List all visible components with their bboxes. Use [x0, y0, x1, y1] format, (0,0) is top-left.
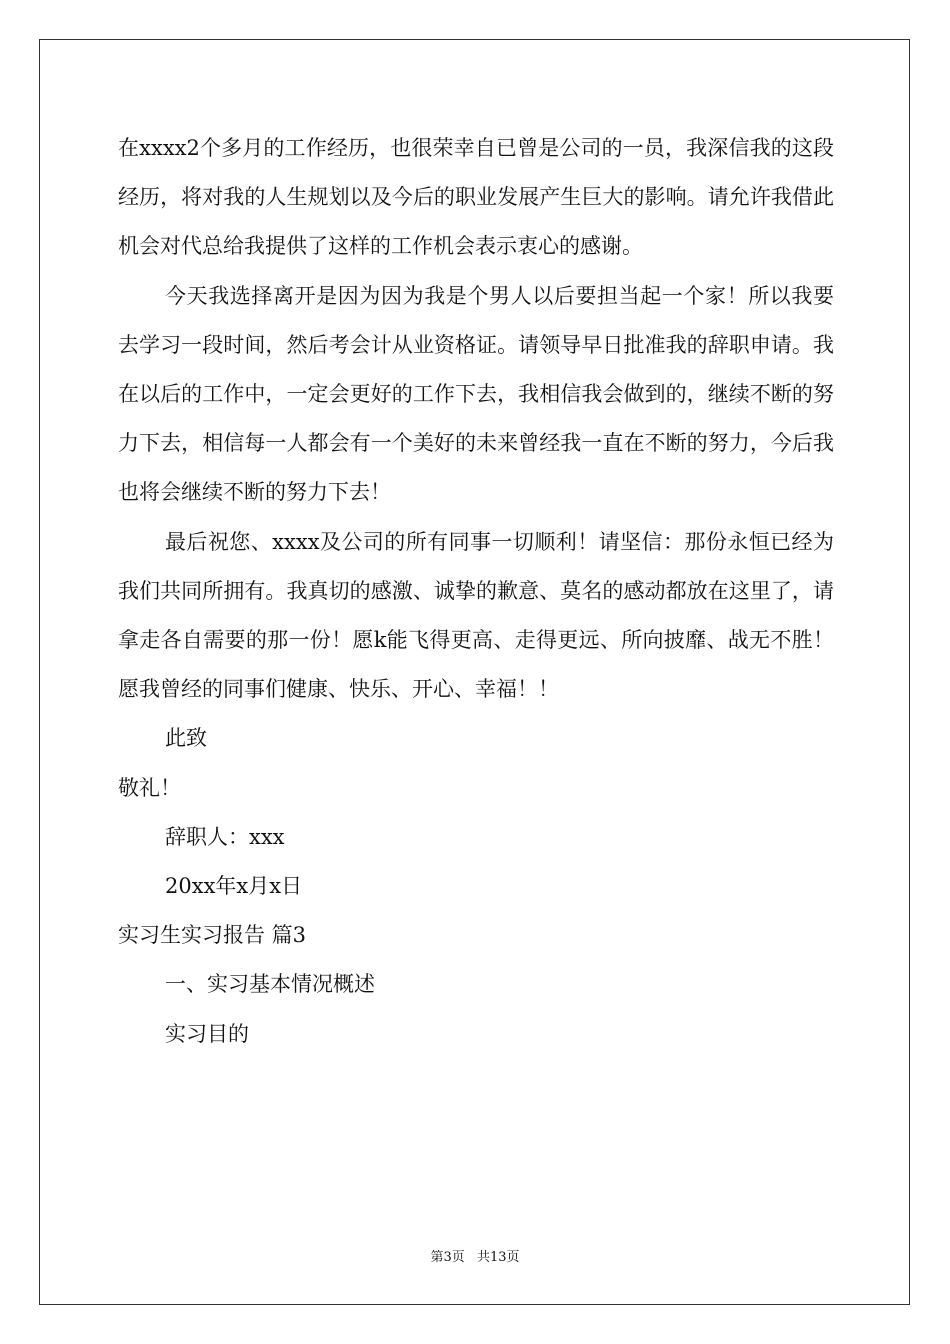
signature-line: 辞职人：xxx: [165, 824, 285, 849]
subsection-heading: 实习目的: [165, 1021, 249, 1046]
page-footer: [0, 1246, 950, 1265]
paragraph-3: 最后祝您、xxxx及公司的所有同事一切顺利！请坚信：那份永恒已经为我们共同所拥有。我真切的感激、诚挚的歉意、莫名的感动都放在这里了，请拿走各自需要的那一份！愿k能飞得更高、走得更远、所向披靡、战无不胜！愿我曾经的同事们健康、快乐、开心、幸福！！: [118, 529, 834, 702]
section-title: 实习生实习报告 篇3: [118, 923, 307, 948]
date-line: 20xx年x月x日: [165, 874, 303, 899]
paragraph-2: 今天我选择离开是因为因为我是个男人以后要担当起一个家！所以我要去学习一段时间，然后考会计从业资格证。请领导早日批准我的辞职申请。我在以后的工作中，一定会更好的工作下去，我相信我会做到的，继续不断的努力下去，相信每一人都会有一个美好的未来曾经我一直在不断的努力，今后我也将会继续不断的努力下去！: [118, 283, 834, 505]
closing-salutation: 此致: [165, 726, 207, 751]
document-body: [118, 124, 834, 1059]
page-number: 第3页: [430, 1250, 465, 1265]
closing-regards: 敬礼！: [118, 775, 181, 800]
page-total: 共13页: [476, 1250, 520, 1265]
section-heading: 一、实习基本情况概述: [165, 972, 375, 997]
paragraph-1: 在xxxx2个多月的工作经历，也很荣幸自已曾是公司的一员，我深信我的这段经历，将对我的人生规划以及今后的职业发展产生巨大的影响。请允许我借此机会对代总给我提供了这样的工作机会表示衷心的感谢。: [118, 136, 834, 259]
